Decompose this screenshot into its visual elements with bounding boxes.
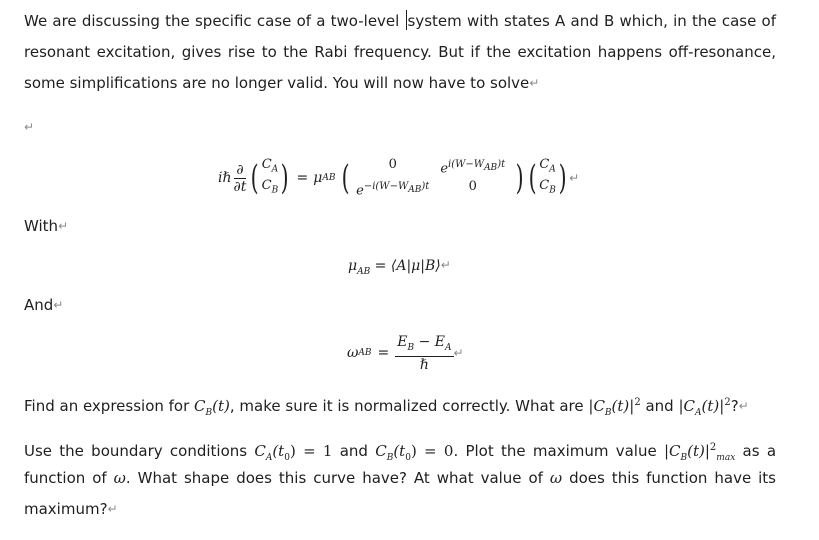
eq3-omega-sub: AB — [358, 348, 372, 359]
m12-exp-tail: )t — [497, 158, 506, 170]
paragraph-mark-icon: ↵ — [738, 399, 749, 413]
omega-symbol-2: ω — [549, 469, 563, 487]
m12-base: e — [440, 161, 449, 176]
ca-arg: (t — [272, 442, 285, 460]
cb-abs-sup: 2 — [634, 397, 641, 408]
left-paren: ( — [251, 158, 259, 198]
intro-text-3: some simplifications are no longer valid. You will now have to solve — [24, 74, 530, 92]
state-vector-2 — [539, 157, 556, 198]
paragraph-mark-icon: ↵ — [53, 298, 64, 312]
coupling-matrix — [353, 157, 513, 200]
intro-text-1b: system with states A and B which, in the case of — [407, 12, 777, 30]
use-text-8: maximum? — [24, 500, 108, 518]
use-text-1: Use the boundary conditions — [24, 442, 255, 460]
ca-abs-sup: 2 — [724, 397, 731, 408]
eq3-equals: = — [377, 345, 390, 362]
matrix-left-paren: ( — [342, 158, 351, 198]
cb-sub: B — [271, 185, 279, 196]
energy-denominator: ℏ — [419, 356, 429, 373]
m21-base: e — [356, 183, 364, 199]
use-math-ca — [254, 442, 333, 463]
eb-sub: B — [407, 342, 415, 353]
use-text-7: does this function have its — [562, 469, 776, 487]
cb-symbol: C — [375, 442, 387, 460]
paragraph-mark-icon: ↵ — [24, 120, 35, 134]
cb-abs-sub: B — [604, 408, 612, 418]
ca-symbol: C — [254, 442, 266, 460]
energy-numerator — [395, 334, 453, 357]
ca-abs-sub: A — [695, 408, 702, 418]
m21-exp: −i(W−W — [363, 181, 409, 192]
cb-abs-close: (t)| — [611, 397, 635, 415]
find-text-4: ? — [730, 397, 739, 415]
ca-sub: A — [271, 165, 279, 175]
state-vector — [262, 157, 279, 198]
cbmax-subscript: max — [716, 453, 736, 463]
dipole-equation — [348, 258, 451, 277]
partial-num: ∂ — [234, 162, 247, 179]
m12-exp-sub: AB — [484, 162, 498, 173]
use-math-cb-max — [663, 442, 736, 463]
paragraph-mark-icon: ↵ — [453, 346, 464, 361]
cb-symbol: C — [539, 178, 550, 193]
matrix-right-paren: ) — [515, 158, 524, 198]
with-label: With — [24, 217, 59, 235]
ca-sub: A — [549, 165, 556, 175]
matrix-11: 0 — [388, 156, 397, 172]
find-text-3: and — [640, 397, 679, 415]
and-label: And — [24, 296, 54, 314]
cbmax-abs-open: |C — [663, 442, 681, 460]
eq2-rhs: = ⟨A|μ|B⟩ — [370, 258, 441, 274]
use-line-2 — [24, 463, 776, 494]
cb-sub: B — [386, 453, 394, 463]
find-text-1: Find an expression for — [24, 397, 195, 415]
find-text-2: , make sure it is normalized correctly. What are — [229, 397, 589, 415]
matrix-12 — [433, 157, 513, 177]
cb-value: ) = 0 — [410, 442, 454, 460]
use-text-6: . What shape does this curve have? At what value of — [125, 469, 550, 487]
ca-t0-sub: 0 — [284, 453, 290, 463]
use-line-3 — [24, 494, 776, 525]
eq1-equals: = — [296, 170, 309, 186]
right-paren: ) — [280, 158, 289, 198]
and-line — [24, 290, 776, 321]
find-math-ca-sq — [678, 397, 731, 418]
cb-symbol: C — [194, 397, 206, 415]
ca-abs-open: |C — [678, 397, 696, 415]
intro-text-1a: We are discussing the specific case of a two-level — [24, 12, 405, 30]
with-line — [24, 211, 776, 242]
partial-derivative — [234, 162, 247, 195]
use-text-5: function of — [24, 469, 114, 487]
omega-symbol: ω — [113, 469, 126, 487]
use-text-2: and — [332, 442, 376, 460]
cb-sub: B — [205, 408, 213, 418]
use-math-cb — [375, 442, 454, 463]
ca-symbol: C — [261, 157, 272, 173]
eq3-omega: ω — [347, 345, 359, 362]
ca-sub: A — [265, 453, 273, 463]
energy-fraction — [395, 334, 453, 373]
use-text-4: as a — [735, 442, 777, 460]
eq2-mu: μ — [348, 258, 358, 274]
cbmax-sub: B — [680, 453, 688, 463]
cb-arg: (t — [393, 442, 406, 460]
find-line — [24, 387, 776, 429]
eq1-mu-sub: AB — [322, 173, 336, 183]
paragraph-mark-icon: ↵ — [569, 171, 580, 185]
eq1-ihbar: iℏ — [218, 170, 232, 186]
cbmax-sup: 2 — [709, 442, 717, 453]
ea-sub: A — [445, 342, 452, 353]
eq2-mu-sub: AB — [357, 266, 371, 277]
find-math-cb-sq — [588, 397, 641, 418]
ea-symbol: − E — [414, 334, 445, 350]
text-cursor — [406, 10, 407, 30]
paragraph-mark-icon: ↵ — [529, 76, 540, 90]
eb-symbol: E — [397, 334, 408, 350]
paragraph-mark-icon: ↵ — [107, 502, 118, 516]
matrix-21 — [353, 179, 433, 199]
cb-abs-open: |C — [588, 397, 605, 415]
right-paren-2: ) — [558, 158, 567, 198]
partial-den: ∂t — [233, 178, 247, 195]
use-text-3: . Plot the maximum value — [453, 442, 664, 460]
paragraph-mark-icon: ↵ — [58, 219, 69, 233]
cbmax-abs-close: (t)| — [687, 442, 710, 460]
eq1-mu: μ — [313, 170, 323, 186]
schrodinger-equation — [218, 150, 579, 206]
m12-exp: i(W−W — [448, 158, 485, 170]
cb-symbol: C — [261, 178, 272, 193]
left-paren-2: ( — [528, 158, 537, 198]
ca-value: ) = 1 — [289, 442, 333, 460]
intro-line-1 — [24, 6, 776, 37]
ca-abs-close: (t)| — [701, 397, 725, 415]
resonance-frequency-equation — [347, 334, 464, 373]
cb-sub: B — [549, 185, 556, 196]
cb-arg: (t) — [212, 397, 230, 415]
cb-t0-sub: 0 — [405, 453, 411, 463]
ca-symbol: C — [539, 157, 550, 173]
intro-line-3 — [24, 68, 776, 99]
m21-exp-sub: AB — [408, 185, 422, 195]
matrix-22: 0 — [468, 179, 477, 194]
empty-paragraph — [24, 112, 776, 143]
find-math-cb — [194, 397, 230, 418]
m21-exp-tail: )t — [421, 181, 430, 192]
intro-line-2: resonant excitation, gives rise to the Rabi frequency. But if the excitation happens off-resonance, — [24, 43, 776, 61]
paragraph-mark-icon: ↵ — [440, 258, 451, 272]
